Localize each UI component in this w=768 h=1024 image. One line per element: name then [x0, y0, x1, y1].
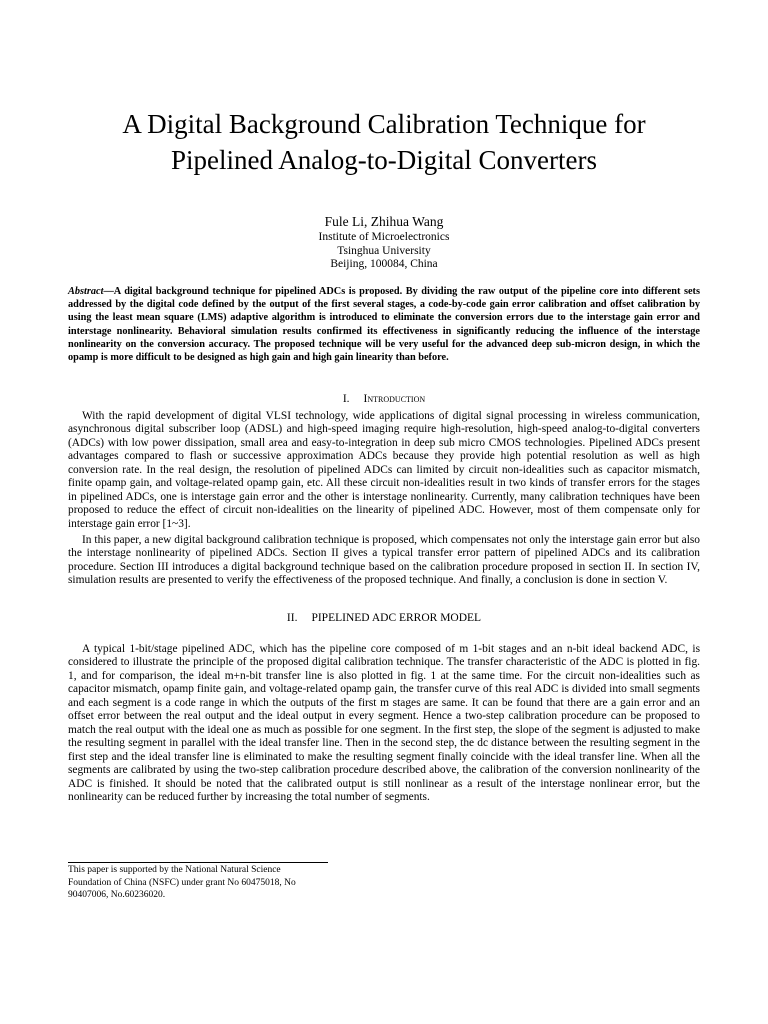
abstract: [68, 285, 700, 364]
footnote-rule: [68, 862, 328, 863]
error-model-paragraph: A typical 1-bit/stage pipelined ADC, which has the pipeline core composed of m 1-bit stages and an n-bit ideal backend ADC, is considered to illustrate the principle of the proposed digital calibration technique. The transfer characteristic of the ADC is plotted in fig. 1, and for comparison, the ideal m+n-bit transfer line is also plotted in fig. 1 at the same time. For the circuit non-idealities such as capacitor mismatch, opamp finite gain, and voltage-related opamp gain, the transfer curve of this real ADC is divided into small segments and each segment is a code range in which the outputs of the first m stages are same. It can be found that there are a gain error and an offset error between the real output and the ideal output in every segment. Hence a two-step calibration procedure can be proposed to match the real output with the ideal one as much as possible for one segment. In the first step, the slope of the segment is adjusted to make the resulting segment in parallel with the ideal transfer line. Then in the second step, the dc distance between the resulting segment in the first step and the ideal transfer line is eliminated to make the resulting segment finally coincide with the ideal transfer line. When all the segments are calibrated by using the two-step calibration procedure described above, the calibration of the conversion nonlinearity of the ADC is finished. It should be noted that the calibrated output is still nonlinear as a result of the interstage nonlinear error, but the nonlinearity can be reduced further by increasing the total number of segments.: [68, 643, 700, 803]
author-names: Fule Li, Zhihua Wang: [324, 214, 444, 229]
footnote: [68, 864, 368, 902]
abstract-text: —A digital background technique for pipelined ADCs is proposed. By dividing the raw output of the pipeline core into different sets addressed by the digital code defined by the output of the first several stages, a code-by-code gain error calibration and offset calibration by using the least mean square (LMS) adaptive algorithm is introduced to eliminate the conversion errors due to the interstage gain error and interstage nonlinearity. Behavioral simulation results confirmed its effectiveness in significantly reducing the influence of the interstage nonlinearity on the conversion accuracy. The proposed technique will be very useful for the advanced deep sub-micron design, in which the opamp is more difficult to be designed as high gain and high gain linearity than before.: [68, 286, 700, 364]
affiliation-line-3: Beijing, 100084, China: [330, 258, 438, 270]
section-1-number: I.: [342, 393, 350, 405]
section-2-heading: [0, 611, 768, 625]
section-2-number: II.: [286, 612, 298, 624]
section-1-title: Introduction: [363, 393, 426, 405]
affiliation-line-2: Tsinghua University: [337, 244, 431, 257]
title-line-1: A Digital Background Calibration Technique for: [122, 109, 646, 139]
affiliation-line-1: Institute of Microelectronics: [318, 231, 450, 243]
intro-paragraph-1: With the rapid development of digital VLSI technology, wide applications of digital signal processing in wireless communication, asynchronous digital subscriber loop (ADSL) and high-speed imaging require high-resolution, high-speed analog-to-digital converters (ADCs) with low power dissipation, small area and easy-to-integration in deep sub micro CMOS technologies. Pipelined ADCs present advantages compared to flash or successive approximation ADCs because they provide high potential resolution as well as high conversion rate. In the real design, the resolution of pipelined ADCs can limited by circuit non-idealities such as capacitor mismatch, finite opamp gain, and voltage-related opamp gain, etc. All these circuit non-idealities result in two kinds of transfer errors for the stages in pipelined ADCs, one is interstage gain error and the other is interstage nonlinearity. Currently, many calibration techniques have been proposed to reduce the effect of circuit non-idealities on the linearity of pipelined ADC. However, most of them compensate only for interstage gain error [1~3].: [68, 410, 700, 530]
abstract-lead: Abstract: [68, 286, 104, 297]
title-line-2: Pipelined Analog-to-Digital Converters: [171, 145, 597, 175]
footnote-line-1: This paper is supported by the National Natural Science: [68, 865, 281, 875]
section-1-heading: [0, 392, 768, 406]
footnote-line-3: 90407006, No.60236020.: [68, 890, 166, 900]
intro-paragraph-2: In this paper, a new digital background calibration technique is proposed, which compensates not only the interstage gain error but also the interstage nonlinearity of pipelined ADCs. Section II gives a typical transfer error pattern of pipelined ADCs and its calibration procedure. Section III introduces a digital background technique based on the calibration procedure proposed in section II. In section IV, simulation results are presented to verify the effectiveness of the proposed technique. And finally, a conclusion is done in section V.: [68, 534, 700, 587]
paper-title: [60, 106, 708, 178]
section-2-title: PIPELINED ADC ERROR MODEL: [311, 612, 482, 624]
affiliation-block: [0, 231, 768, 272]
footnote-line-2: Foundation of China (NSFC) under grant No 60475018, No: [68, 877, 296, 888]
